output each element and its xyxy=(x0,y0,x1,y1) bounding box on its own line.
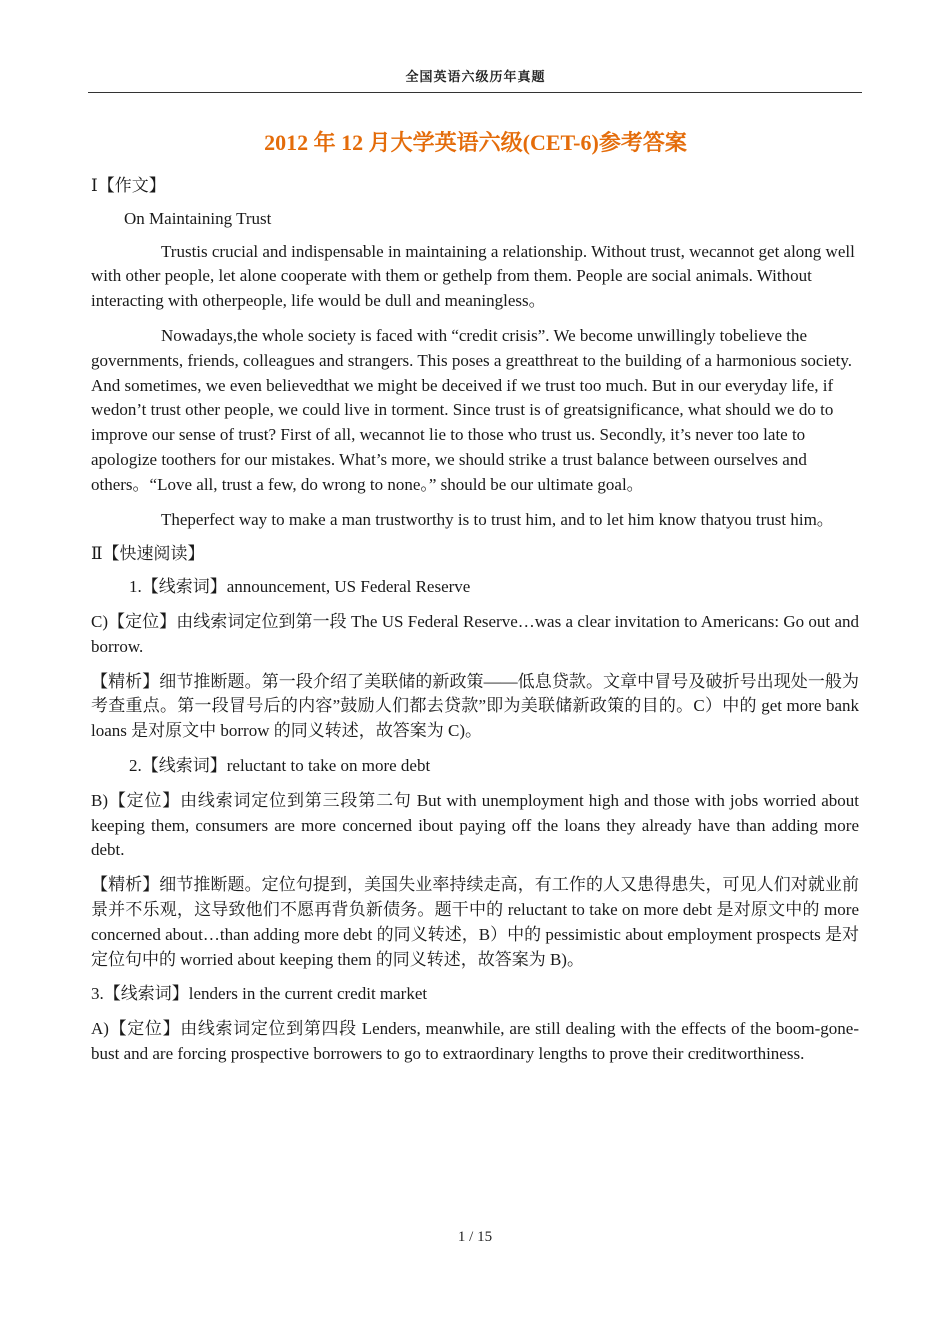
document-body xyxy=(91,170,859,1077)
document-title: 2012 年 12 月大学英语六级(CET-6)参考答案 xyxy=(264,130,687,155)
question-analysis: 【精析】细节推断题。第一段介绍了美联储的新政策——低息贷款。文章中冒号及破折号出现处一般为考查重点。第一段冒号后的内容”鼓励人们都去贷款”即为美联储新政策的目的。C）中的 get more bank loans 是对原文中 borrow 的同义转述，故答案为 C)。 xyxy=(91,671,859,741)
essay-paragraph: Theperfect way to make a man trustworthy is to trust him, and to let him know thatyou trust him。 xyxy=(161,509,834,529)
question-locate: A)【定位】由线索词定位到第四段 Lenders, meanwhile, are still dealing with the effects of the boom-gone- bust and are forcing prospective borrowers to go to extraordinary lengths to prove their creditworthiness. xyxy=(91,1019,859,1063)
question-analysis: 【精析】细节推断题。定位句提到，美国失业率持续走高，有工作的人又患得患失，可见人们对就业前景并不乐观，这导致他们不愿再背负新债务。题干中的 reluctant to take on more debt 是对原文中的 more concerned about…than adding more debt 的同义转述，B）中的 pessimistic about employment prospects 是对定位句中的 worried about keeping them 的同义转述，故答案为 B)。 xyxy=(91,875,859,969)
essay-paragraph: Nowadays,the whole society is faced with “credit crisis”. We become unwillingly tobelieve the governments, friends, colleagues and strangers. This poses a greatthreat to the building of a harmonious society. And sometimes, we even believedthat we might be deceived if we trust too much. But in our everyday life, if wedon’t trust other people, we could live in torment. Since trust is of greatsignificance, what should we do to improve our sense of trust? First of all, wecannot lie to those who trust us. Secondly, it’s never too late to apologize toothers for our mistakes. What’s more, we should strike a trust balance between ourselves and others。“Love all, trust a few, do wrong to none。” should be our ultimate goal。 xyxy=(91,325,853,494)
question-clue: 2.【线索词】reluctant to take on more debt xyxy=(129,755,431,775)
essay-title: On Maintaining Trust xyxy=(124,208,272,228)
header-rule xyxy=(88,92,862,93)
section-heading-fast-reading: Ⅱ【快速阅读】 xyxy=(91,544,205,564)
page-number: 1 / 15 xyxy=(457,1229,493,1245)
section-heading-writing: Ⅰ【作文】 xyxy=(91,176,166,195)
running-header: 全国英语六级历年真题 xyxy=(405,70,546,85)
question-locate: C)【定位】由线索词定位到第一段 The US Federal Reserve…was a clear invitation to Americans: Go out and borrow. xyxy=(91,611,859,656)
question-clue: 1.【线索词】announcement, US Federal Reserve xyxy=(129,577,471,597)
question-locate: B)【定位】由线索词定位到第三段第二句 But with unemployment high and those with jobs worried about keeping them, consumers are more concerned ibout paying off the loans they already have than adding more debt. xyxy=(91,790,859,860)
question-clue: 3.【线索词】lenders in the current credit market xyxy=(91,984,428,1004)
essay-paragraph: Trustis crucial and indispensable in maintaining a relationship. Without trust, wecannot get along well with other people, let alone cooperate with them or gethelp from them. People are social animals. Without interacting with otherpeople, life would be dull and meaningless。 xyxy=(91,241,855,311)
